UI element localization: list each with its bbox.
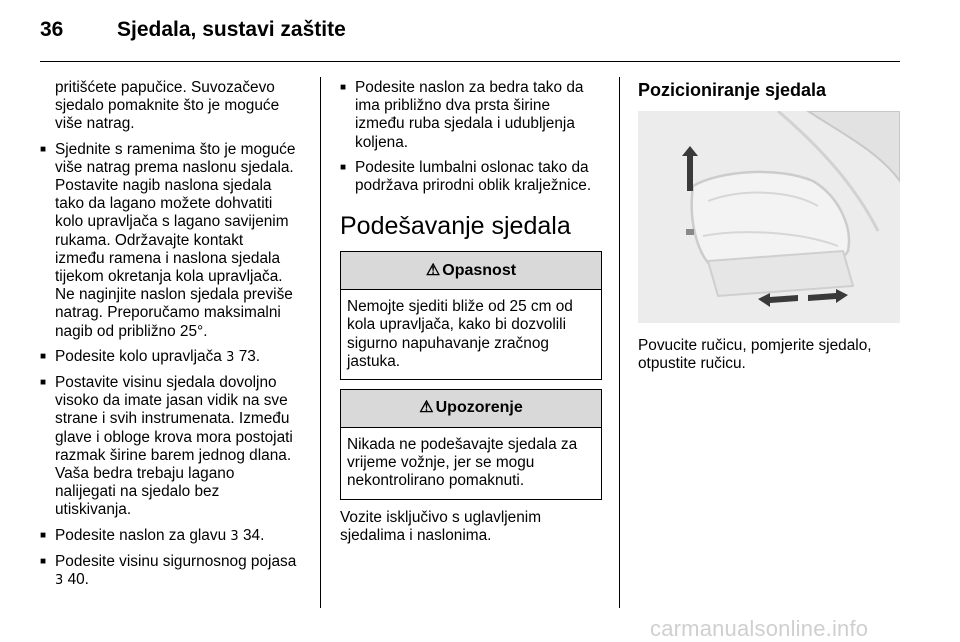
page-reference-arrow-icon: 3 — [226, 349, 235, 365]
column-3 — [638, 79, 900, 380]
warning-box-title: Upozorenje — [435, 399, 523, 417]
column-divider-2 — [619, 77, 620, 608]
warning-box — [340, 389, 602, 500]
page-reference-arrow-icon: 3 — [230, 528, 239, 544]
subsection-heading: Pozicioniranje sjedala — [638, 80, 827, 100]
header-divider — [40, 61, 900, 62]
column-divider-1 — [320, 77, 321, 608]
warning-box-header — [341, 390, 601, 428]
page-reference-link[interactable]: 40. — [67, 571, 89, 589]
danger-box-title: Opasnost — [442, 261, 517, 279]
list-item-seat-belt-height: ■ Podesite visinu sigurnosnog pojasa 3 40. — [40, 553, 308, 590]
list-item-seat-height: ■ Postavite visinu sjedala dovoljno visoko da imate jasan vidik na sve strane i svih instrumenata. Između glave i obloge krova mora postojati razmak širine barem jednog dlana. Vaša bedra trebaju lagano nalijegati na sjedalo bez utiskivanja. — [40, 374, 308, 520]
seat-adjustment-illustration — [638, 111, 900, 323]
column-1 — [40, 79, 308, 597]
watermark: carmanualsonline.info — [650, 616, 869, 641]
list-item-headrest: ■ Podesite naslon za glavu 3 34. — [40, 527, 308, 546]
page-header — [0, 0, 960, 62]
intro-paragraph: pritišćete papučice. Suvozačevo sjedalo pomaknite što je moguće više natrag. — [55, 79, 280, 133]
warning-triangle-icon: ⚠ — [419, 399, 434, 417]
warning-box-body: Nikada ne podešavajte sjedala za vrijeme vožnje, jer se mogu nekontrolirano pomaknuti. — [347, 436, 578, 490]
closing-paragraph: Vozite isključivo s uglavljenim sjedalima i naslonima. — [340, 508, 542, 544]
danger-box — [340, 251, 602, 380]
list-item-steering-wheel: ■ Podesite kolo upravljača 3 73. — [40, 348, 308, 367]
danger-box-header — [341, 252, 601, 290]
section-heading: Podešavanje sjedala — [340, 212, 571, 241]
column-2 — [340, 79, 602, 552]
page-reference-link[interactable]: 73. — [238, 347, 261, 365]
list-item-lumbar-support: ■ Podesite lumbalni oslonac tako da podržava prirodni oblik kralježnice. — [340, 159, 602, 195]
page-reference-arrow-icon: 3 — [55, 573, 64, 589]
page-number: 36 — [40, 18, 64, 41]
danger-box-body: Nemojte sjediti bliže od 25 cm od kola upravljača, kako bi dozvolili sigurno napuhavanje zračnog jastuka. — [347, 298, 573, 370]
warning-triangle-icon: ⚠ — [425, 261, 441, 279]
list-item-shoulders: ■ Sjednite s ramenima što je moguće više natrag prema naslonu sjedala. Postavite nagib naslona sjedala tako da lagano možete dohvatiti kolo upravljača s lagano savijenim rukama. Održavajte kontakt između ramena i naslona sjedala tijekom okretanja kola upravljača. Ne naginjite naslon sjedala previše natrag. Preporučamo maksimalni nagib od približno 25°. — [40, 141, 308, 341]
page-reference-link[interactable]: 34. — [242, 526, 265, 544]
list-item-thigh-support: ■ Podesite naslon za bedra tako da ima približno dva prsta širine između ruba sjedala i udubljenja koljena. — [340, 79, 602, 152]
figure-caption: Povucite ručicu, pomjerite sjedalo, otpustite ručicu. — [638, 337, 872, 373]
page-title: Sjedala, sustavi zaštite — [117, 18, 346, 41]
